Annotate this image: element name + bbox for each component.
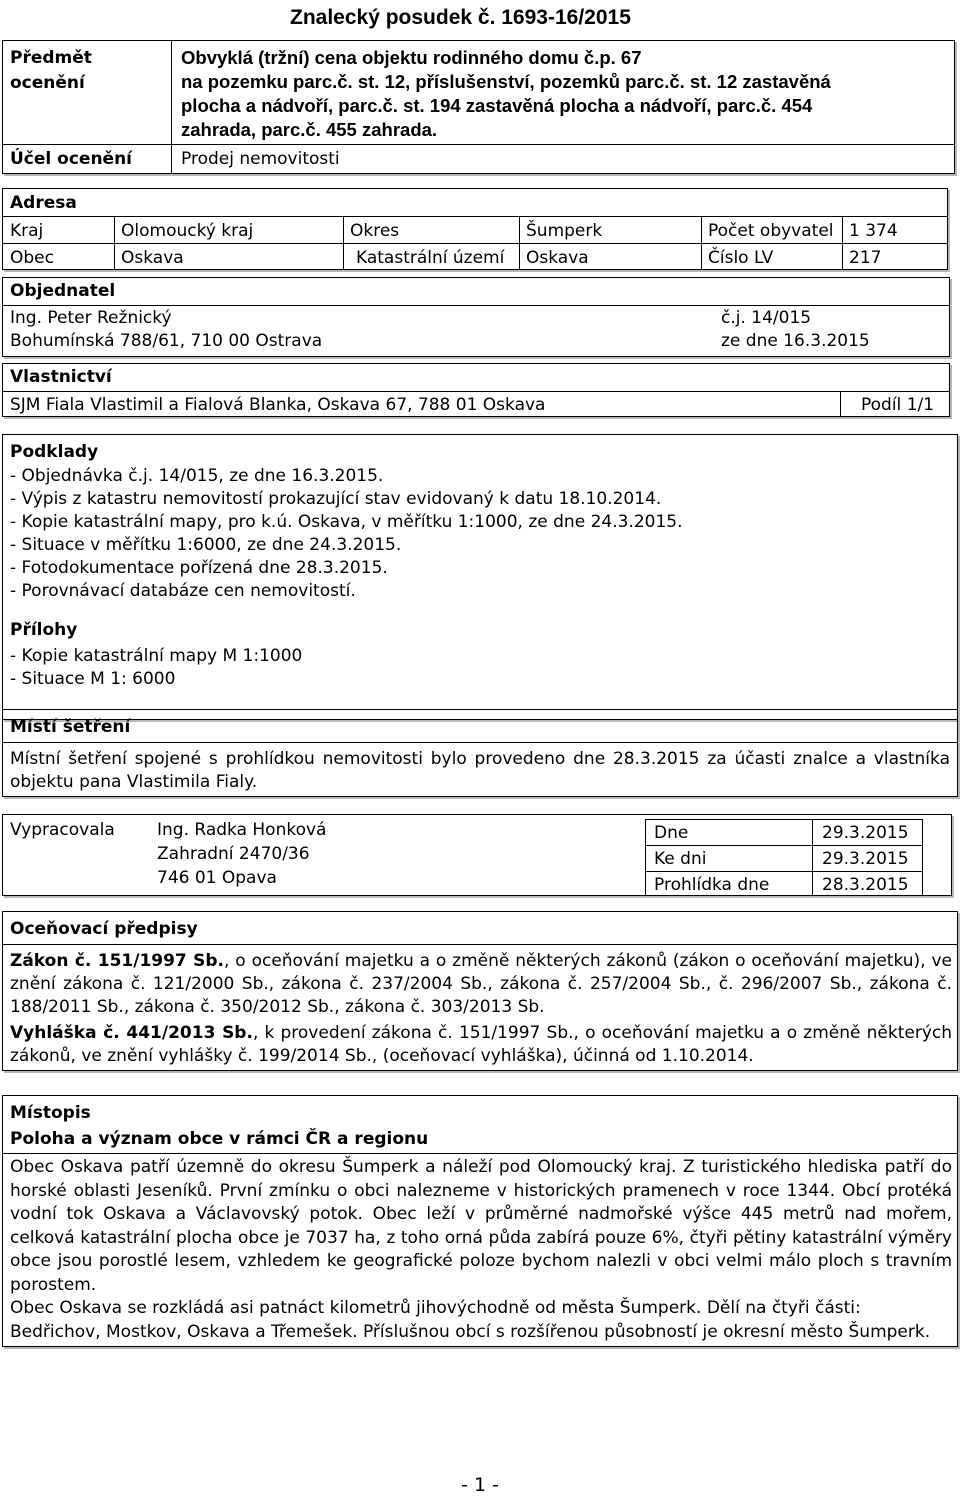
ku-label: Katastrální území bbox=[356, 248, 505, 268]
attachments-list bbox=[10, 645, 302, 691]
location-box bbox=[2, 1095, 958, 1347]
client-heading: Objednatel bbox=[10, 281, 116, 301]
subject-line-3: plocha a nádvoří, parc.č. st. 194 zastavěná plocha a nádvoří, parc.č. 454 bbox=[181, 95, 813, 116]
subject-line-2: na pozemku parc.č. st. 12, příslušenství, pozemků parc.č. st. 12 zastavěná bbox=[181, 71, 831, 92]
law-paragraph bbox=[10, 950, 952, 1019]
pocet-value: 1 374 bbox=[849, 221, 898, 241]
sources-box bbox=[2, 434, 958, 720]
purpose-divider bbox=[3, 144, 954, 145]
address-heading: Adresa bbox=[10, 193, 77, 213]
list-item: - Kopie katastrální mapy, pro k.ú. Oskava, v měřítku 1:1000, ze dne 24.3.2015. bbox=[10, 511, 683, 532]
author-city: 746 01 Opava bbox=[157, 868, 277, 888]
author-name: Ing. Radka Honková bbox=[157, 820, 327, 840]
lv-label: Číslo LV bbox=[708, 248, 774, 268]
address-row-2 bbox=[3, 243, 947, 270]
subject-line-4: zahrada, parc.č. 455 zahrada. bbox=[181, 119, 438, 140]
location-paragraph-2-line-2: Bedřichov, Mostkov, Oskava a Třemešek. Příslušnou obcí s rozšířenou působností je okresní město Šumperk. bbox=[10, 1322, 931, 1342]
location-heading: Místopis bbox=[10, 1103, 91, 1123]
sources-heading: Podklady bbox=[10, 442, 99, 462]
client-address: Bohumínská 788/61, 710 00 Ostrava bbox=[10, 331, 323, 351]
list-item: - Fotodokumentace pořízená dne 28.3.2015. bbox=[10, 557, 388, 578]
ownership-box bbox=[2, 363, 950, 417]
share: Podíl 1/1 bbox=[861, 395, 935, 415]
pocet-label: Počet obyvatel bbox=[708, 221, 834, 241]
regulations-box bbox=[2, 911, 958, 1071]
okres-label: Okres bbox=[350, 221, 400, 241]
lv-value: 217 bbox=[849, 248, 882, 268]
decree-paragraph bbox=[10, 1022, 952, 1068]
page-number: - 1 - bbox=[461, 1474, 499, 1496]
dne-value: 29.3.2015 bbox=[822, 823, 909, 843]
subject-box bbox=[2, 40, 955, 174]
location-subheading: Poloha a význam obce v rámci ČR a regionu bbox=[10, 1129, 429, 1149]
dne-label: Dne bbox=[654, 823, 689, 843]
subject-label-2: ocenění bbox=[10, 73, 85, 93]
list-item: - Objednávka č.j. 14/015, ze dne 16.3.2015. bbox=[10, 466, 384, 486]
author-label: Vypracovala bbox=[10, 820, 115, 840]
subject-divider bbox=[171, 41, 172, 173]
kraj-label: Kraj bbox=[10, 221, 44, 241]
obec-label: Obec bbox=[10, 248, 54, 268]
ownership-heading: Vlastnictví bbox=[10, 367, 112, 387]
kraj-value: Olomoucký kraj bbox=[121, 221, 254, 241]
kedni-label: Ke dni bbox=[654, 849, 707, 869]
inspection-box bbox=[2, 709, 958, 797]
inspection-heading: Místí šetření bbox=[10, 717, 131, 737]
sources-list bbox=[10, 465, 683, 603]
decree-title: Vyhláška č. 441/2013 Sb. bbox=[10, 1023, 253, 1043]
client-ref: č.j. 14/015 bbox=[721, 308, 812, 328]
okres-value: Šumperk bbox=[526, 221, 603, 241]
address-row-1 bbox=[3, 216, 947, 243]
ku-value: Oskava bbox=[526, 248, 589, 268]
list-item: - Výpis z katastru nemovitostí prokazující stav evidovaný k datu 18.10.2014. bbox=[10, 488, 662, 509]
author-box bbox=[2, 814, 952, 896]
law-title: Zákon č. 151/1997 Sb. bbox=[10, 951, 225, 971]
list-item: - Porovnávací databáze cen nemovitostí. bbox=[10, 580, 356, 601]
subject-line-1: Obvyklá (tržní) cena objektu rodinného domu č.p. 67 bbox=[181, 47, 642, 68]
address-box bbox=[2, 188, 948, 270]
purpose-value: Prodej nemovitosti bbox=[181, 149, 340, 169]
prohlidka-value: 28.3.2015 bbox=[822, 875, 909, 895]
dates-table bbox=[645, 819, 923, 896]
location-paragraph-2-line-1: Obec Oskava se rozkládá asi patnáct kilometrů jihovýchodně od města Šumperk. Dělí na čtyři části: bbox=[10, 1298, 861, 1318]
list-item: - Kopie katastrální mapy M 1:1000 bbox=[10, 646, 303, 666]
regulations-heading: Oceňovací předpisy bbox=[10, 919, 198, 939]
kedni-value: 29.3.2015 bbox=[822, 849, 909, 869]
purpose-label: Účel ocenění bbox=[10, 149, 133, 169]
obec-value: Oskava bbox=[121, 248, 184, 268]
client-name: Ing. Peter Režnický bbox=[10, 308, 172, 328]
prohlidka-label: Prohlídka dne bbox=[654, 875, 770, 895]
inspection-text: Místní šetření spojené s prohlídkou nemovitosti bylo provedeno dne 28.3.2015 za účasti znalce a vlastníka objektu pana Vlastimila Fialy. bbox=[10, 749, 950, 792]
law-text: , o oceňování majetku a o změně některých zákonů (zákon o oceňování majetku), ve znění zákona č. 121/2000 Sb., zákona č. 237/2004 Sb., zákona č. 257/2004 Sb., č. 296/2007 Sb., zákona č. 188/2011 Sb., zákona č. 350/2012 Sb., zákona č. 303/2013 Sb. bbox=[10, 951, 952, 1017]
subject-label-1: Předmět bbox=[10, 48, 92, 68]
list-item: - Situace M 1: 6000 bbox=[10, 668, 176, 689]
attachments-heading: Přílohy bbox=[10, 620, 78, 640]
client-box bbox=[2, 277, 950, 357]
client-date: ze dne 16.3.2015 bbox=[721, 331, 870, 351]
owners: SJM Fiala Vlastimil a Fialová Blanka, Oskava 67, 788 01 Oskava bbox=[10, 395, 546, 415]
decree-text: , k provedení zákona č. 151/1997 Sb., o oceňování majetku a o změně některých zákonů, ve znění vyhlášky č. 199/2014 Sb., (oceňovací vyhláška), účinná od 1.10.2014. bbox=[10, 1023, 952, 1066]
author-street: Zahradní 2470/36 bbox=[157, 844, 310, 864]
document-title: Znalecký posudek č. 1693-16/2015 bbox=[290, 6, 631, 29]
list-item: - Situace v měřítku 1:6000, ze dne 24.3.2015. bbox=[10, 534, 402, 555]
location-paragraph-1: Obec Oskava patří územně do okresu Šumperk a náleží pod Olomoucký kraj. Z turistického hlediska patří do horské oblasti Jeseníků. První zmínku o obci nalezneme v historických pramenech v roce 1344. Obcí protéká vodní tok Oskava a Václavovský potok. Obec leží v průměrné nadmořské výšce 445 metrů nad mořem, celková katastrální plocha obce je 7037 ha, z toho orná půda zabírá pouze 6%, čtyři pětiny katastrální výměry obce jsou porostlé lesem, vzhledem ke geografické poloze bychom nalezli v obci velmi málo ploch s travním porostem. bbox=[10, 1157, 952, 1295]
